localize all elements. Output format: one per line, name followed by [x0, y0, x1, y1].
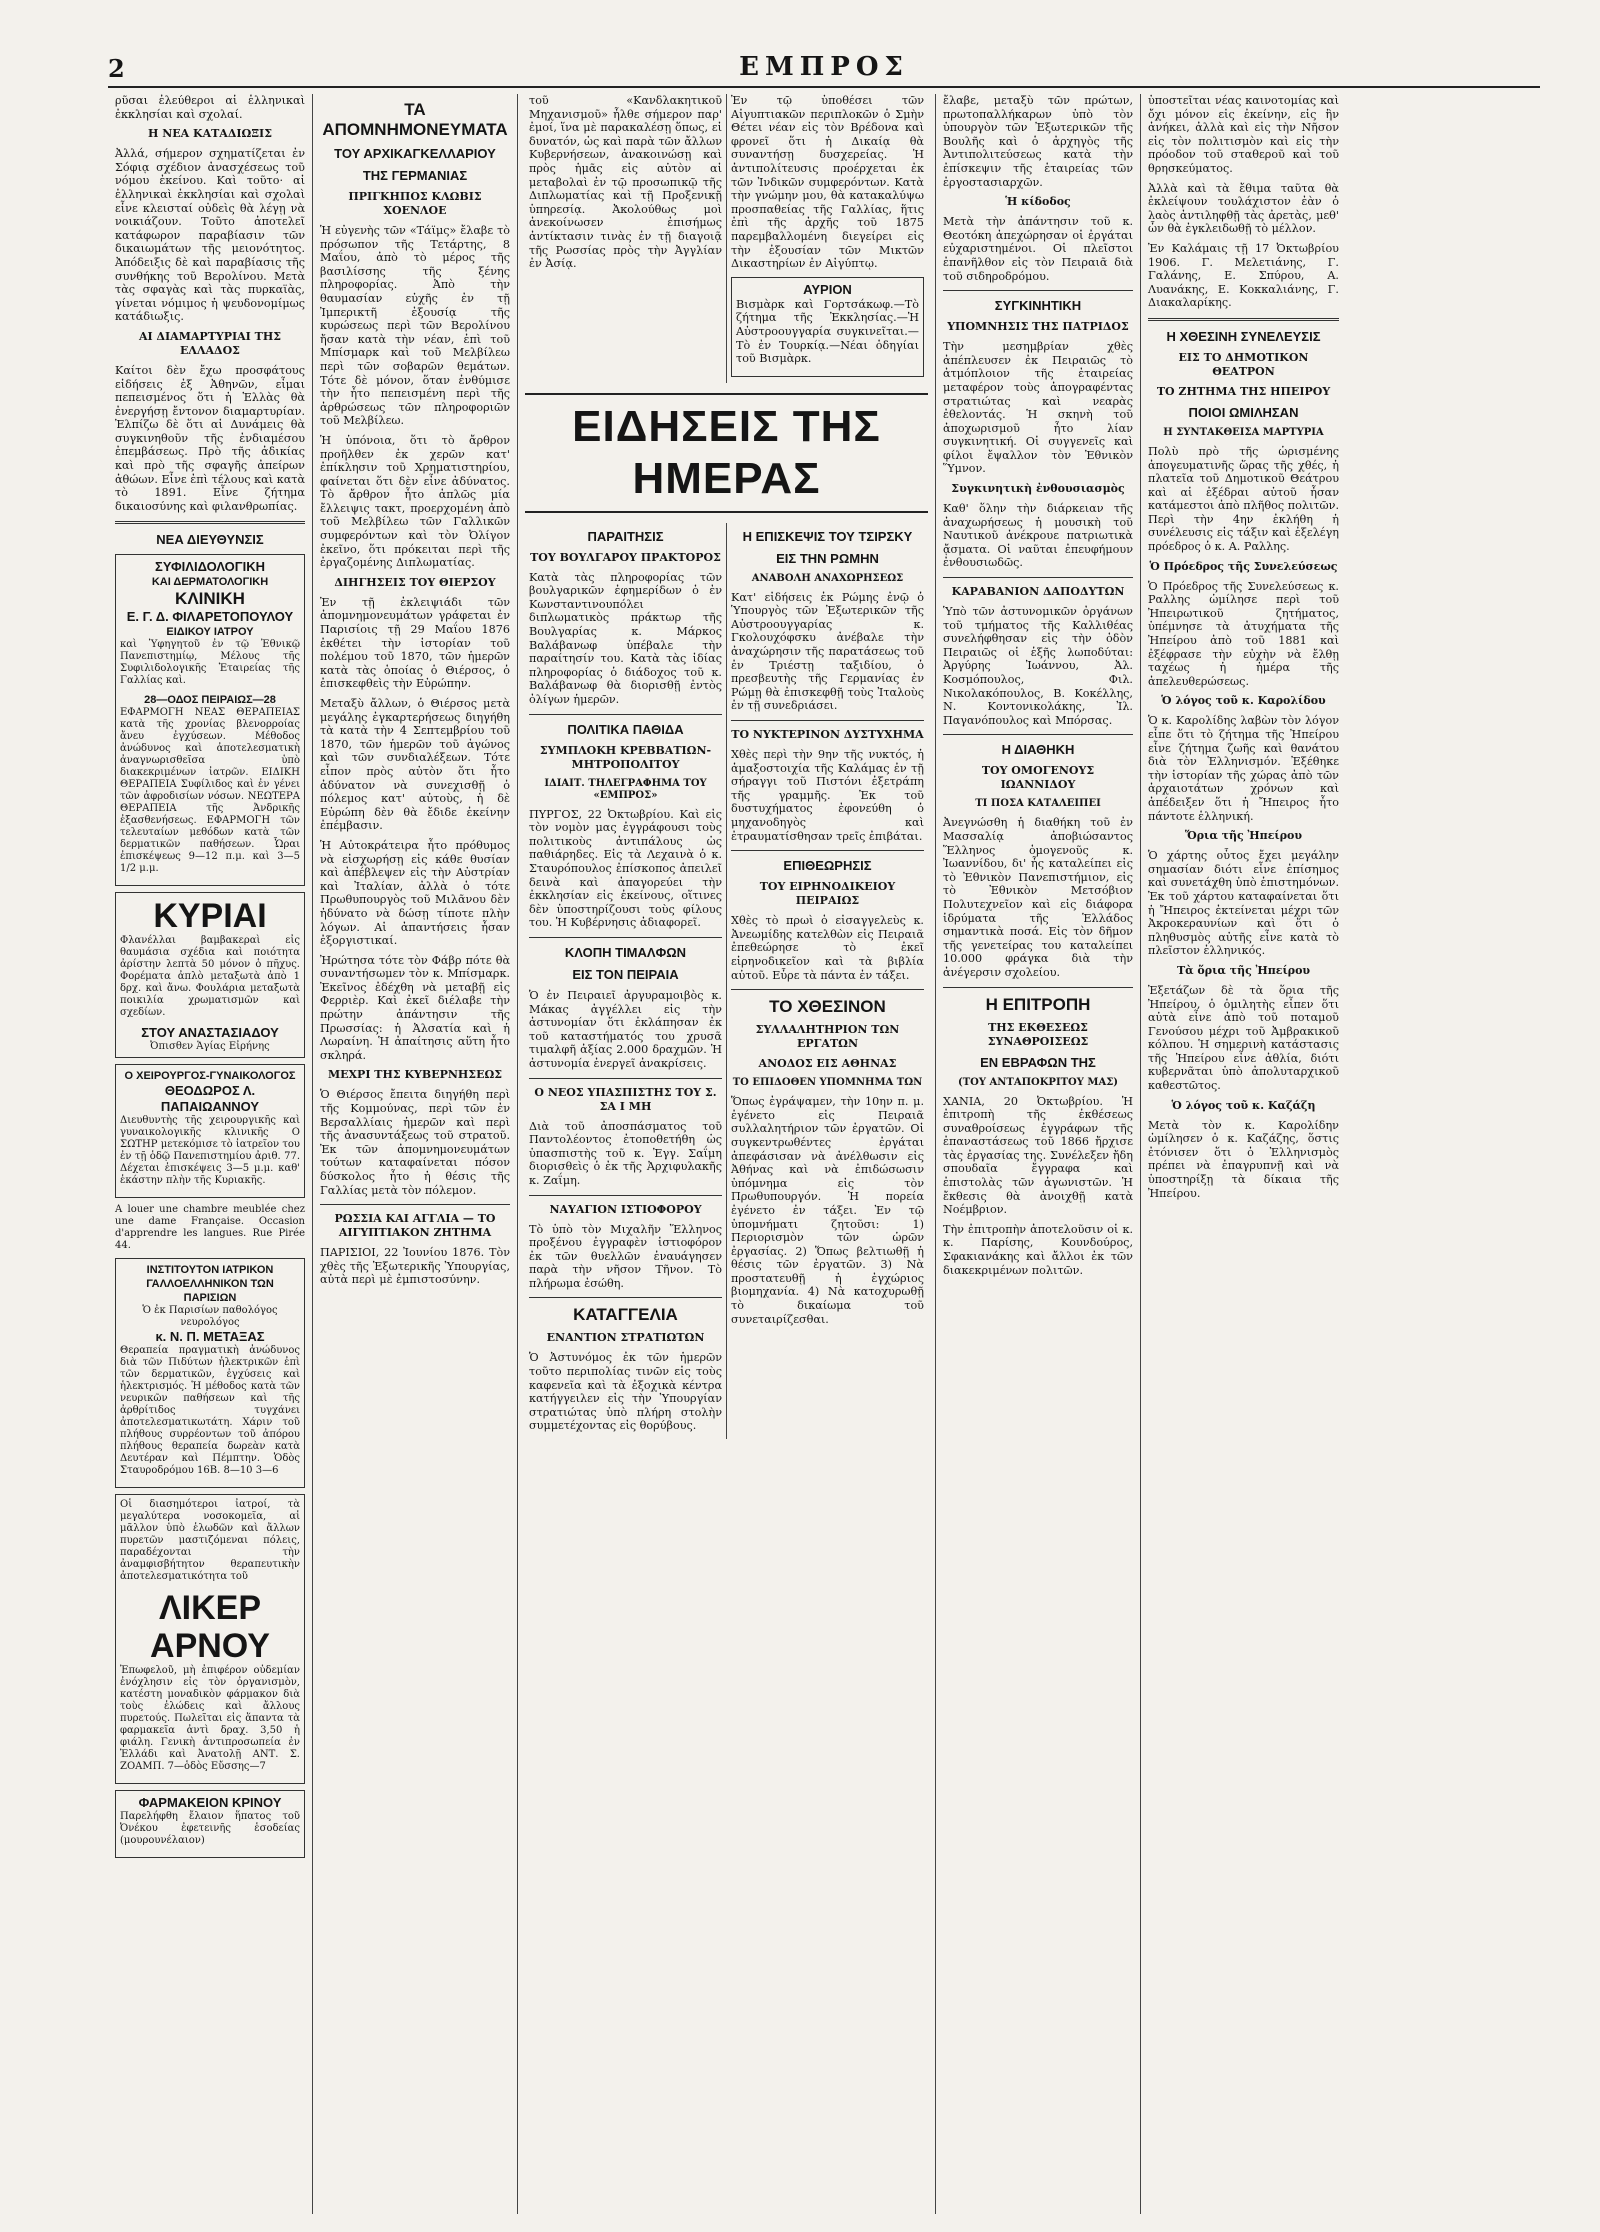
advertisement-pharmacy: [115, 1790, 305, 1858]
article-subtitle: ΤΙ ΠΟΣΑ ΚΑΤΑΛΕΙΠΕΙ: [975, 798, 1101, 810]
top-right-block: [726, 94, 928, 383]
article-text: ΠΑΡΙΣΙΟΙ, 22 Ἰουνίου 1876. Τὸν χθὲς τῆς Ἐξωτερικῆς Ὑπουργίας, αὐτὰ περὶ μὲ ἐμπιστοσύνην.: [320, 1246, 510, 1287]
ad-text: Διευθυντὴς τῆς χειρουργικῆς καὶ γυναικολογικῆς κλινικῆς Ο ΣΩΤΗΡ μετεκόμισε τὸ ἰατρεῖον του ἐν τῇ ὁδῷ Πανεπιστημίου ἀριθ. 77. Δέχεται ἐπισκέψεις 3—5 μ.μ. καθ' ἑκάστην πλὴν τῆς Κυριακῆς.: [120, 1115, 300, 1187]
ad-text: Παρελήφθη ἔλαιον ἥπατος τοῦ Ὀνέκου ἐφετεινῆς ἑσοδείας (μουρουνέλαιον): [120, 1811, 300, 1847]
article-text: Μετὰ τὸν κ. Καρολίδην ὡμίλησεν ὁ κ. Καζάζης, ὅστις ἐτόνισεν ὅτι ὁ Ἑλληνισμὸς πρέπει νὰ ἐπαγρυπνῇ καὶ νὰ ὑποστηρίξῃ τὰ δίκαια τῆς Ἠπείρου.: [1148, 1118, 1339, 1200]
section-heading: Η ΝΕΑ ΚΑΤΑΔΙΩΞΙΣ: [148, 127, 272, 141]
ad-doctor-name: Ε. Γ. Δ. ΦΙΛΑΡΕΤΟΠΟΥΛΟΥ: [126, 609, 294, 625]
ad-text: Ὁ ἐκ Παρισίων παθολόγος νευρολόγος: [142, 1305, 278, 1329]
article-title: ΤΟ ΝΥΚΤΕΡΙΝΟΝ ΔΥΣΤΥΧΗΜΑ: [731, 728, 924, 742]
article-text: Ὑπὸ τῶν ἀστυνομικῶν ὀργάνων τοῦ τμήματος τῆς Καλλιθέας συνελήφθησαν εἰς τὴν ὁδὸν Πειραιῶς οἱ ἑξῆς λωποδύται: Ἀργύρης Ἰωάννου, Ἀλ. Κοσμόπουλος, Φιλ. Νικολακόπουλος, Β. Κοκέλλης, Ν. Κοντονικολάκης, Ἰλ. Παγανόπουλος καὶ Μπόρσας.: [943, 605, 1133, 727]
section-heading: ΡΩΣΣΙΑ ΚΑΙ ΑΓΓΛΙΑ — ΤΟ ΑΙΓΥΠΤΙΑΚΟΝ ΖΗΤΗΜΑ: [334, 1212, 496, 1240]
article-title: ΠΟΛΙΤΙΚΑ ΠΑΘΙΔΑ: [567, 721, 684, 737]
article-subtitle: ΕΝΑΝΤΙΟΝ ΣΤΡΑΤΙΩΤΩΝ: [546, 1331, 705, 1345]
article-text: Ὁ κ. Καρολίδης λαβὼν τὸν λόγον εἶπε ὅτι τὸ ζήτημα τῆς Ἠπείρου εἶνε ζήτημα ζωῆς καὶ θανάτου διὰ τὸν Ἑλληνισμόν. Ἐξέθηκε τὴν ἱστορίαν τῆς χώρας ἀπὸ τῶν ἀρχαιοτάτων χρόνων καὶ ἀπέδειξεν ὅτι ἡ Ἤπειρος ἦτο πάντοτε ἑλληνική.: [1148, 714, 1339, 823]
article-text: Διὰ τοῦ ἀποσπάσματος τοῦ Παντολέοντος ἐτοποθετήθη ὡς ὑπασπιστὴς τοῦ κ. Ἐγγ. Σαΐμη διορισθεὶς ὁ ἐκ τῆς Ἀρχιφυλακῆς κ. Ζαΐμη.: [529, 1119, 722, 1187]
article-title: ΤΟΥ ΑΡΧΙΚΑΓΚΕΛΛΑΡΙΟΥ: [334, 146, 496, 161]
article-text: Πολὺ πρὸ τῆς ὡρισμένης ἀπογευματινῆς ὥρας τῆς χθές, ἡ πλατεῖα τοῦ Δημοτικοῦ Θεάτρου καὶ αἱ ἐξέδραι αὐτοῦ ἦσαν κατάμεστοι ἀπὸ πλῆθος πολιτῶν. Περὶ τὴν 4ην ἐκλήθη ἡ συνέλευσις εἰς τάξιν καὶ ἐξελέγη πρόεδρος ὁ κ. Α. Ραλλης.: [1148, 444, 1339, 554]
section-heading: ΜΕΧΡΙ ΤΗΣ ΚΥΒΕΡΝΗΣΕΩΣ: [327, 1068, 503, 1082]
article-text: Ὁ Ἀστυνόμος ἐκ τῶν ἡμερῶν τοῦτο περιπολίας τινῶν εἰς τοὺς καφενεῖα καὶ τὰ ἐξοχικὰ κέντρα κατήγγειλεν εἰς τὴν Ὑπουργίαν στρατιώτας ὑπὸ πλήρη στολὴν συμμετέχοντας εἰς θορύβους.: [529, 1351, 722, 1433]
ad-text: ΕΦΑΡΜΟΓΗ ΝΕΑΣ ΘΕΡΑΠΕΙΑΣ κατὰ τῆς χρονίας βλενορροίας ἄνευ ἐγχύσεων. Μέθοδος ἀνώδυνος καὶ ἀποτελεσματικὴ ἀναγνωρισθεῖσα ὑπὸ διακεκριμένων ἰατρῶν. ΕΙΔΙΚΗ ΘΕΡΑΠΕΙΑ Συφίλιδος καὶ ἐν γένει τῶν ἀφροδισίων νόσων. ΝΕΩΤΕΡΑ ΘΕΡΑΠΕΙΑ τῆς Ἀνδρικῆς ἐξασθενήσεως. ΕΦΑΡΜΟΓΗ τῶν τελευταίων μεθόδων κατὰ τῶν δερματικῶν παθήσεων. Ὧραι ἐπισκέψεως 9—12 π.μ. καὶ 3—5 1/2 μ.μ.: [120, 707, 300, 875]
article-subtitle: ΕΙΣ ΤΟΝ ΠΕΙΡΑΙΑ: [572, 966, 679, 982]
divider: [943, 987, 1133, 988]
section-heading: Ἡ κίδοδος: [1005, 195, 1071, 209]
ad-doctor-name: ΘΕΟΔΩΡΟΣ Λ. ΠΑΠΑΙΩΑΝΝΟΥ: [160, 1083, 260, 1115]
divider: [320, 1204, 510, 1205]
advertisement-institute: [115, 1258, 305, 1488]
article-title: Η ΔΙΑΘΗΚΗ: [1001, 742, 1075, 758]
article-text: Τὴν ἐπιτροπὴν ἀποτελοῦσιν οἱ κ. κ. Παρίσης, Κουνδούρος, Σφακιανάκης καὶ ἄλλοι ἐκ τῶν διακεκριμένων πολιτῶν.: [943, 1222, 1133, 1277]
article-text: Ὁ Πρόεδρος τῆς Συνελεύσεως κ. Ραλλης ὡμίλησε περὶ τοῦ Ἠπειρωτικοῦ ζητήματος, ὑπέμνησε τὰ ἀτυχήματα τῆς Ἠπείρου ἀπὸ τοῦ 1881 καὶ ἐξέφρασε τὴν εὐχὴν νὰ ἔλθῃ ταχέως ἡ ἡμέρα τῆς ἀπελευθερώσεως.: [1148, 579, 1339, 688]
divider: [529, 714, 722, 715]
tomorrow-text: Βισμὰρκ καὶ Γορτσάκωφ.—Τὸ ζήτημα τῆς Ἐκκλησίας.—Ἡ Αὐστροουγγαρία συγκινεῖται.—Τὸ ἐν Τουρκίᾳ.—Νέαι ὁδηγίαι τοῦ Βισμὰρκ.: [736, 297, 919, 366]
tomorrow-heading: ΑΥΡΙΟΝ: [803, 281, 852, 297]
ad-text: Θεραπεία πραγματικὴ ἀνώδυνος διὰ τῶν Πιδύτων ἠλεκτρικῶν ἐπὶ τῶν δερματικῶν, ἐγχύσεις καὶ ἡλεκτρισμός. Ἡ μέθοδος κατὰ τῶν νευρικῶν παθήσεων καὶ τῆς ἀρθρίτιδος τυγχάνει ἀποτελεσματικωτάτη. Χάριν τοῦ πλήθους συρρέοντων τοῦ ἀπόρου πλήθους θεραπεία δωρεὰν κατὰ Δευτέραν καὶ Πέμπτην. Ὁδὸς Σταυροδρόμου 16Β. 8—10 3—6: [120, 1345, 300, 1477]
article-subtitle: ΣΥΛΛΑΛΗΤΗΡΙΟΝ ΤΩΝ ΕΡΓΑΤΩΝ: [755, 1023, 900, 1051]
ad-text: Ἐπωφελοῦ, μὴ ἐπιφέρον οὐδεμίαν ἐνόχλησιν εἰς τὸν ὀργανισμὸν, κατέστη μοναδικὸν φάρμακον διὰ τοὺς ἑλώδεις καὶ ἄλλους πυρετούς. Πωλεῖται εἰς ἅπαντα τὰ φαρμακεῖα ἀντὶ δραχ. 3,50 ἡ φιάλη. Γενικὴ ἀντιπροσωπεία ἐν Ἑλλάδι καὶ Ἀνατολῇ ΑΝΤ. Σ. ΖΟΑΜΠ. 7—ὁδὸς Εὔσσης—7: [120, 1665, 300, 1773]
masthead: [108, 52, 1540, 88]
article-title: ΠΑΡΑΙΤΗΣΙΣ: [587, 528, 664, 544]
article-subtitle: Η ΣΥΝΤΑΚΘΕΙΣΑ ΜΑΡΤΥΡΙΑ: [1163, 426, 1324, 438]
section-heading: Τὰ ὅρια τῆς Ἠπείρου: [1176, 963, 1311, 977]
ad-title: ΦΑΡΜΑΚΕΙΟΝ ΚΡΙΝΟΥ: [138, 1795, 282, 1811]
section-heading: Ὁ λόγος τοῦ κ. Καζάζη: [1171, 1098, 1316, 1112]
divider: [943, 577, 1133, 578]
ad-title: ΣΥΦΙΛΙΔΟΛΟΓΙΚΗ: [155, 559, 265, 575]
article-title: Η ΕΠΙΤΡΟΠΗ: [985, 994, 1091, 1014]
divider: [731, 720, 924, 721]
article-text: Τὸ ὑπὸ τὸν Μιχαλῆν Ἕλληνος προξένου ἐγγραφὲν ἱστιοφόρον ἐκ τῶν θυελλῶν ἐναυάγησεν παρὰ τὴν νῆσον Τῆνον. Τὸ πλήρωμα ἐσώθη.: [529, 1222, 722, 1290]
article-text: Κατ' εἰδήσεις ἐκ Ρώμης ἐνῷ ὁ Ὑπουργὸς τῶν Ἐξωτερικῶν τῆς Αὐστροουγγαρίας κ. Γκολουχόφσκυ ἀνέβαλε τὴν ἀναχώρησιν τῆς παρατάσεως τοῦ ἐν Τριέστῃ ταξιδίου, ὁ πρεσβευτὴς τῆς Γερμανίας ἐν Ρώμῃ θὰ ἐπισκεφθῇ τοὺς Ἰταλοὺς ἐν τῇ συνεδριάσει.: [731, 590, 924, 713]
article-text: Ὁ ἐν Πειραιεῖ ἀργυραμοιβὸς κ. Μάκας ἀγγέλλει εἰς τὴν ἀστυνομίαν ὅτι ἐκλάπησαν ἐκ τοῦ καταστήματός του χρυσᾶ τιμαλφῆ ἀξίας 2.000 δραχμῶν. Ἡ ἀστυνομία ἐνεργεῖ ἀνακρίσεις.: [529, 988, 722, 1070]
section-heading: Ὁ λόγος τοῦ κ. Καρολίδου: [1161, 694, 1326, 708]
section-heading: Ὁ Πρόεδρος τῆς Συνελεύσεως: [1149, 559, 1338, 573]
article-title: ΚΛΟΠΗ ΤΙΜΑΛΦΩΝ: [564, 944, 687, 960]
ad-store-name: ΣΤΟΥ ΑΝΑΣΤΑΣΙΑΔΟΥ: [141, 1025, 279, 1041]
article-text: ὑποστεῖται νέας καινοτομίας καὶ ὄχι μόνον εἰς ἐκείνην, εἰς ἣν ἀνήκει, ἀλλὰ καὶ εἰς τὴν Νῆσον εἰς τὸν πολιτισμὸν καὶ εἰς τὴν πρόοδον τοῦ σταθεροῦ καὶ τοῦ θρησκεύματος.: [1148, 94, 1339, 175]
news-right: [726, 523, 928, 1439]
article-text: ΧΑΝΙΑ, 20 Ὀκτωβρίου. Ἡ ἐπιτροπὴ τῆς ἐκθέσεως συναθροίσεως ἐγγράφων τῆς ἐπαναστάσεως τοῦ 1866 ἤρχισε τὰς ἐργασίας της. Συνέλεξεν ἤδη σπουδαῖα ἔγγραφα καὶ ἐπιστολὰς τῶν ἀγωνιστῶν. Ἡ ἔκθεσις θὰ ἀνοιχθῇ κατὰ Νοέμβριον.: [943, 1094, 1133, 1217]
article-title: ΝΑΥΑΓΙΟΝ ΙΣΤΙΟΦΟΡΟΥ: [549, 1202, 702, 1216]
tomorrow-box: [731, 277, 924, 377]
article-text: Καθ' ὅλην τὴν διάρκειαν τῆς ἀναχωρήσεως ἡ μουσικὴ τοῦ Ναυτικοῦ ἀνέκρουε πατριωτικὰ ᾄσματα. Οἱ ναῦται ἐπευφήμουν ἐνθουσιωδῶς.: [943, 502, 1133, 570]
article-subtitle: ΕΙΣ ΤΟ ΔΗΜΟΤΙΚΟΝ ΘΕΑΤΡΟΝ: [1178, 350, 1309, 378]
divider: [529, 937, 722, 938]
divider: [529, 1078, 722, 1079]
ad-text: Οἱ διασημότεροι ἰατροί, τὰ μεγαλύτερα νοσοκομεῖα, αἱ μᾶλλον ὑπὸ ἑλωδῶν καὶ ἄλλων πυρετῶν μαστιζόμεναι πόλεις, παραδέχονται τὴν ἀναμφισβήτητον θεραπευτικὴν ἀποτελεσματικότητα τοῦ: [120, 1499, 300, 1583]
article-text: τοῦ «Κανδλακητικοῦ Μηχανισμοῦ» ἦλθε σήμερον παρ' ἐμοί, ἵνα μὲ παρακαλέσῃ ὅπως, εἰ δυνατόν, ὡς καὶ παρὰ τῶν ἄλλων Κυβερνήσεων, ἀνακοινώσῃ καὶ πρὸς ἡμᾶς εἰς αὐτὸν αἱ μεταβολαὶ ἐν τῷ προσωπικῷ τῆς Διπλωματίας καὶ τῇ Προξενικῇ ὑπηρεσίᾳ. Ἀκολούθως μοὶ ἀνεκοίνωσεν ἐπισήμως ἀντίκτασιν τινὰς ἐν τῇ διαγοιᾷ τῆς Ρωσσίας πρὸς τὴν Ἀγγλίαν ἐν Ἀσίᾳ.: [529, 94, 722, 271]
ad-title: ΙΝΣΤΙΤΟΥΤΟΝ ΙΑΤΡΙΚΟΝ: [146, 1264, 274, 1277]
article-text: Ἡ εὐγενὴς τῶν «Τάϊμς» ἔλαβε τὸ πρόσωπον τῆς Τετάρτης, 8 Μαΐου, ἀπὸ τὸ μέρος τῆς βασιλίσσης τῆς ξένης πληροφορίας. Ἀπὸ τὴν θαυμασίαν εὐχῆς ἐν τῇ Ἰμπερικτῆ ἐξουσίᾳ τῆς κυρώσεως περὶ τῶν Βερολίνου ἤσαν κατὰ τὴν νέαν, ἐπὶ τοῦ Μπίσμαρκ καὶ τοῦ Μελβίλεω περὶ τῶν σοβαρῶν θεμάτων. Τότε δὲ μόνον, ὅταν ἐνθύμισε τὴν ἦτο πεπεισμένη περὶ τῆς ἀρθρώσεως τῶν πληροφοριῶν τοῦ Μελβίλεω.: [320, 224, 510, 428]
ad-subtitle: ΚΑΙ ΔΕΡΜΑΤΟΛΟΓΙΚΗ: [151, 576, 269, 589]
article-byline: ΙΔΙΑΙΤ. ΤΗΛΕΓΡΑΦΗΜΑ ΤΟΥ «ΕΜΠΡΟΣ»: [544, 777, 707, 801]
top-left-block: [525, 94, 726, 383]
article-title: ΚΑΤΑΓΓΕΛΙΑ: [573, 1305, 678, 1325]
article-title: Η ΕΠΙΣΚΕΨΙΣ ΤΟΥ ΤΣΙΡΣΚΥ: [742, 528, 913, 544]
column-6: [1141, 94, 1346, 2214]
divider: [731, 989, 924, 990]
article-subtitle: ΤΟΥ ΕΙΡΗΝΟΔΙΚΕΙΟΥ ΠΕΙΡΑΙΩΣ: [759, 880, 896, 908]
ad-text: καὶ Ὑφηγητοῦ ἐν τῷ Ἐθνικῷ Πανεπιστημίῳ, Μέλους τῆς Συφιλιδολογικῆς Ἑταιρείας τῆς Γαλλίας καὶ.: [120, 639, 300, 687]
column-5: [936, 94, 1141, 2214]
article-text: Ὁ Θιέρσος ἔπειτα διηγήθη περὶ τῆς Κομμούνας, περὶ τῶν ἐν Βερσαλλίαις ἡμερῶν καὶ περὶ τῆς ἀνασυντάξεως τοῦ στρατοῦ. Ἐκ τῶν ἀπομνημονευμάτων τούτων καταφαίνεται πόσον δύσκολος ἦτο ἡ θέσις τῆς Γαλλίας μετὰ τὸν πόλεμον.: [320, 1088, 510, 1197]
ad-doctor-name: κ. Ν. Π. ΜΕΤΑΞΑΣ: [155, 1329, 265, 1345]
ad-address: 28—ΟΔΟΣ ΠΕΙΡΑΙΩΣ—28: [144, 694, 276, 707]
ad-text: Φλανέλλαι βαμβακεραὶ εἰς θαυμάσια σχέδια καὶ ποιότητα ἀρίστην λεπτὰ 50 μόνον ὁ πῆχυς. Φορέματα ἀπλὸ μεταξωτὰ ἀπὸ 1 δρχ. καὶ ἄνω. Φουλάρια μεταξωτὰ ποικιλία χρωματισμῶν καὶ σχεδίων.: [120, 935, 300, 1019]
article-text: Μεταξὺ ἄλλων, ὁ Θιέρσος μετὰ μεγάλης ἐγκαρτερήσεως διηγήθη τὰ κατὰ τὴν 4 Σεπτεμβρίου τοῦ 1870, τῶν ἡμερῶν τοῦ ἀγώνος καὶ τῶν συνδιαλέξεων. Τότε εἶπον πρὸς αὐτὸν ὅτι ἦτο ἀδύνατον νὰ συνεχισθῇ ὁ πόλεμος κατ' αὐτοὺς, ἡ δὲ Εὐρώπη δὲν θὰ ἔδιδε ἐκείνην ἐπέμβασιν.: [320, 697, 510, 833]
section-heading: ΑΙ ΔΙΑΜΑΡΤΥΡΙΑΙ ΤΗΣ ΕΛΛΑΔΟΣ: [138, 329, 282, 357]
article-text: Ἐν Καλάμαις τῇ 17 Ὀκτωβρίου 1906. Γ. Μελετιάνης, Γ. Γαλάνης, Ε. Σπύρου, Α. Λυανάκης, Ε. Κοκκαλιάνης, Γ. Διακαλαρίκης.: [1148, 241, 1339, 310]
article-text: Καίτοι δὲν ἔχω προσφάτους εἰδήσεις ἐξ Ἀθηνῶν, εἶμαι πεπεισμένος ὅτι ἡ Ἑλλὰς θὰ ἐνεργήσῃ ἔντονον διαμαρτυρίαν. Ἐλπίζω δὲ ὅτι αἱ Δυνάμεις θὰ συγκινηθοῦν τῆς ἐνδιαμέσου ἐπεμβάσεως. Πρὸ τῆς ἀδικίας καὶ πρὸ τῆς σφαγῆς ἀπείρων ἀθώων. Εἶνε ἐπὶ τέλους καὶ κατὰ τὸ 1891. Εἶνε ζήτημα δικαιοσύνης καὶ φιλανθρωπίας.: [115, 363, 305, 513]
ad-title: ΚΥΡΙΑΙ: [153, 897, 267, 936]
article-text: Ἐξετάζων δὲ τὰ ὅρια τῆς Ἠπείρου, ὁ ὁμιλητὴς εἶπεν ὅτι αὐτὰ εἶνε ἀπὸ τοῦ ποταμοῦ Γενούσου μέχρι τοῦ Ἀμβρακικοῦ κόλπου. Ἡ σημερινὴ κατάστασις τῆς Ἠπείρου εἶνε ἀθλία, διότι κυβερνᾶται ὑπὸ ἀπολυταρχικοῦ καθεστῶτος.: [1148, 983, 1339, 1093]
article-title: ΕΙΣ ΤΗΝ ΡΩΜΗΝ: [776, 550, 879, 566]
top-split: [525, 94, 928, 383]
article-text: Ἡ ὑπόνοια, ὅτι τὸ ἄρθρον προῆλθεν ἐκ χερῶν κατ' ἐπίκλησιν τοῦ Χρηματιστηρίου, φαίνεται ὅτι δὲν εἶνε ἀδύνατος. Τὸ ἄρθρον ἦτο ἁπλῶς μία ἔλλειψις τακτ, προερχομένη ἀπὸ τοῦ Μελβίλεω τῶν Γαλλικῶν συμφερόντων καὶ τὸν Ὀλίγον ἐκεῖνο, ὅτι πρόκειται περὶ τῆς ἐργαζομένης Διπλωματίας.: [320, 433, 510, 570]
article-title: ΚΑΡΑΒΑΝΙΟΝ ΔΑΠΟΔΥΤΩΝ: [951, 585, 1125, 599]
article-text: Χθὲς περὶ τὴν 9ην τῆς νυκτός, ἡ ἁμαξοστοιχία τῆς Καλάμας ἐν τῇ σήραγγι τοῦ Πιστόνι ἐξετράπη τῆς γραμμῆς. Ἐκ τοῦ δυστυχήματος ἐφονεύθη ὁ μηχανοδηγὸς καὶ ἐτραυματίσθησαν τρεῖς ἐπιβάται.: [731, 748, 924, 843]
article-text: ΠΥΡΓΟΣ, 22 Ὀκτωβρίου. Καὶ εἰς τὸν νομὸν μας ἐγγράφουσι τοὺς πολιτικοὺς ἀντιπάλους ὡς παθιάρηδες. Εἰς τὰ Λεχαινὰ ὁ κ. Σταυρόπουλος ἐπίσκοπος ἀπειλεῖ δεινὰ καὶ ἀπαγορεύει τὴν ἐκκλησίαν εἰς ἐκείνους, οἵτινες δὲν ὑποστηρίζουσι τοὺς φίλους του. Ἡ Κυβέρνησις ἀδιαφορεῖ.: [529, 807, 722, 930]
news-left: [525, 523, 726, 1439]
article-subtitle: ΑΝΟΔΟΣ ΕΙΣ ΑΘΗΝΑΣ: [758, 1057, 897, 1071]
article-title: ΣΥΓΚΙΝΗΤΙΚΗ: [994, 298, 1082, 314]
article-text: Ὁ χάρτης οὗτος ἔχει μεγάλην σημασίαν διότι εἶνε ἐπίσημος καὶ συνετάχθη ὑπὸ ἐπιστημόνων. Ἐκ τοῦ χάρτου καταφαίνεται ὅτι ἡ Ἤπειρος ἐκτείνεται μέχρι τῶν Ἀκροκεραυνίων καὶ ὅτι ὁ πληθυσμὸς αὐτῆς εἶνε κατὰ τὸ πλεῖστον ἑλληνικός.: [1148, 849, 1339, 958]
columns: [108, 94, 1540, 2214]
news-of-the-day-banner: ΕΙΔΗΣΕΙΣ ΤΗΣ ΗΜΕΡΑΣ: [525, 393, 928, 513]
article-title: ΤΑ ΑΠΟΜΝΗΜΟΝΕΥΜΑΤΑ: [322, 100, 508, 139]
column-3-4: [518, 94, 936, 2214]
article-subtitle: ΠΡΙΓΚΗΠΟΣ ΚΛΩΒΙΣ ΧΟΕΝΛΟΕ: [348, 190, 482, 217]
article-subtitle: ΤΟΥ ΟΜΟΓΕΝΟΥΣ ΙΩΑΝΝΙΔΟΥ: [981, 764, 1095, 792]
article-subtitle: ΠΟΙΟΙ ΩΜΙΛΗΣΑΝ: [1188, 404, 1299, 420]
ad-title: Ο ΧΕΙΡΟΥΡΓΟΣ-ΓΥΝΑΙΚΟΛΟΓΟΣ: [124, 1070, 296, 1083]
article-text: Ἐν τῷ ὑποθέσει τῶν Αἰγυπτιακῶν περιπλοκῶν ὁ Σμὴν Θέτει νέαν εἰς τὸν Βρέδονα καὶ φρονεῖ ὅτι ἡ Δικαίᾳ θὰ συναντήσῃ δυσχερείας. Ἡ ἀντιπολίτευσις προέρχεται ἐκ τῶν Ἰνδικῶν συμφερόντων. Κατὰ τὴν γνώμην μου, θὰ κατακαλύψω προσπαθείας τῆς Γαλλίας, ἥτις ἐπὶ τῆς ἀρχῆς τοῦ 1875 παρεμβαλλομένη διεγείρει εἰς τὴν ἐξουσίαν τῶν Μικτῶν Δικαστηρίων ἐν Αἰγύπτῳ.: [731, 94, 924, 271]
article-subtitle: ΤΟ ΖΗΤΗΜΑ ΤΗΣ ΗΠΕΙΡΟΥ: [1156, 384, 1331, 398]
ad-address: Ὀπισθεν Ἁγίας Εἰρήνης: [150, 1041, 270, 1053]
advertisement-ladies: [115, 892, 305, 1058]
ad-heading: ΝΕΑ ΔΙΕΥΘΥΝΣΙΣ: [156, 532, 264, 548]
article-text: Ἠρώτησα τότε τὸν Φάβρ πότε θὰ συναντήσωμεν τὸν κ. Μπίσμαρκ. Ἐκεῖνος ἐδέχθη νὰ μεταβῇ εἰς Φερριὲρ. Καὶ ἐκεῖ διέλαβε τὴν πρώτην ἀπάντησιν τῆς Πρωσσίας: ἡ Ἀλσατία καὶ ἡ Λωραίνη. Ἡ ἀπαίτησις αὕτη ἦτο σκληρά.: [320, 953, 510, 1062]
advertisement-surgeon: [115, 1064, 305, 1198]
article-text: Τὴν μεσημβρίαν χθὲς ἀπέπλευσεν ἐκ Πειραιῶς τὸ ἀτμόπλοιον τῆς ἐταιρείας μεταφέρον τοὺς ἀπογραφέντας στρατιώτας καὶ νεαρὰς ἐθελοντάς. Ἡ σκηνὴ τοῦ ἀποχωρισμοῦ ἦτο λίαν συγκινητική. Οἱ συγγενεῖς καὶ φίλοι ἔψαλλον τὸν Ἐθνικὸν Ὕμνον.: [943, 340, 1133, 476]
page-number: 2: [108, 54, 125, 83]
ad-product-name: ΑΡΝΟΥ: [150, 1627, 270, 1666]
ad-text-french: A louer une chambre meublée chez une dame Française. Occasion d'apprendre les langues. Rue Pirée 44.: [115, 1204, 305, 1252]
divider: [115, 521, 305, 524]
article-text: Ἀνεγνώσθη ἡ διαθήκη τοῦ ἐν Μασσαλίᾳ ἀποβιώσαντος Ἕλληνος ὁμογενοῦς κ. Ἰωαννίδου, δι' ἧς καταλείπει εἰς τὸ Ἐθνικὸν Πανεπιστήμιον, εἰς τὸ Ἐθνικὸν Μετσόβιον Πολυτεχνεῖον καὶ εἰς διάφορα ἱδρύματα τῆς Ἑλλάδος σημαντικὰ ποσά. Εἰς τὸν δῆμον τῆς γενετείρας του καταλείπει 10.000 φράγκα διὰ τὴν ἀνέγερσιν σχολείου.: [943, 816, 1133, 979]
article-text: Χθὲς τὸ πρωὶ ὁ εἰσαγγελεὺς κ. Ἀνεωμίδης κατελθὼν εἰς Πειραιᾶ ἐπεθεώρησε τὸ ἐκεῖ εἰρηνοδικεῖον καὶ τὰ βιβλία αὐτοῦ. Εὗρε τὰ πάντα ἐν τάξει.: [731, 914, 924, 982]
article-subtitle: ΣΥΜΠΛΟΚΗ ΚΡΕΒΒΑΤΙΩΝ-ΜΗΤΡΟΠΟΛΙΤΟΥ: [539, 743, 712, 771]
divider: [529, 1297, 722, 1298]
article-subtitle: ΤΗΣ ΕΚΘΕΣΕΩΣ ΣΥΝΑΘΡΟΙΣΕΩΣ: [987, 1020, 1089, 1048]
divider: [731, 850, 924, 851]
article-title: ΤΟ ΧΘΕΣΙΝΟΝ: [769, 997, 886, 1017]
article-title: Η ΧΘΕΣΙΝΗ ΣΥΝΕΛΕΥΣΙΣ: [1166, 328, 1321, 344]
article-subtitle: ΤΟ ΕΠΙΔΟΘΕΝ ΥΠΟΜΝΗΜΑ ΤΩΝ: [732, 1077, 923, 1089]
divider: [529, 1195, 722, 1196]
article-subtitle: ΑΝΑΒΟΛΗ ΑΝΑΧΩΡΗΣΕΩΣ: [751, 572, 904, 584]
newspaper-title: ΕΜΠΡΟΣ: [739, 52, 909, 82]
column-1: [108, 94, 313, 2214]
article-text: Ἀλλά, σήμερον σχηματίζεται ἐν Σόφιᾳ σχέδιον ἀνασχέσεως τοῦ νόμου ἐκείνου. Καὶ τοῦτο· αἱ ἑλληνικαὶ ἐκκλησίαι καὶ σχολαὶ εἶνε κλεισταί οὐδεὶς θὰ λέγῃ νὰ νοικιάζουν. Τοῦτο ἀποτελεῖ κατάφωρον παραβίασιν τῶν δικαιωμάτων τῆς μειονότητος. Ἀπόδειξις δὲ καὶ παραβίασις τῆς συνθήκης τοῦ Βερολίνου. Μετὰ τὰς σφαγὰς καὶ τὰς πυρκαϊὰς, γίνεται νόμιμος ἡ ψευδονομίμως κατάδιωξις.: [115, 147, 305, 324]
advertisement-clinic: [115, 554, 305, 886]
article-text: Ὅπως ἐγράψαμεν, τὴν 10ην π. μ. ἐγένετο εἰς Πειραιᾶ συλλαλητήριον τῶν ἐργατῶν. Οἱ συγκεντρωθέντες ἐργάται ἀπεφάσισαν νὰ ἀνέλθωσιν εἰς Ἀθήνας καὶ νὰ ἐπιδώσωσιν ὑπόμνημα εἰς τὸν Πρωθυπουργόν. Ἡ πορεία ἐγένετο ἐν τάξει. Ἐν τῷ ὑπομνήματι ζητοῦσι: 1) Περιορισμὸν τῶν ὡρῶν ἐργασίας. 2) Ὅπως βελτιωθῇ ἡ θέσις τῶν ἐργατῶν. 3) Νὰ προστατευθῇ ἡ ἐγχώριος βιομηχανία. 4) Νὰ κατοχυρωθῇ τὸ δικαίωμα τοῦ συνεταιρίζεσθαι.: [731, 1095, 924, 1326]
divider: [943, 290, 1133, 291]
ad-subtitle: ΓΑΛΛΟΕΛΛΗΝΙΚΟΝ ΤΩΝ ΠΑΡΙΣΙΩΝ: [146, 1278, 274, 1305]
article-text: Ἐν τῇ ἐκλειψιάδι τῶν ἀπομνημονευμάτων γράφεται ἐν Παρισίοις τῇ 29 Μαΐου 1876 ἐκθέτει τὴν ἱστορίαν τοῦ πολέμου τοῦ 1870, τῶν ἡμερῶν κατὰ τὰς ὁποίας ὁ Θιέρσος, ὁ ἐπισκεφθεὶς τὴν Εὐρώπην.: [320, 595, 510, 691]
ad-product-name: ΛΙΚΕΡ: [158, 1589, 262, 1628]
divider: [1148, 318, 1339, 321]
article-text: Ἀλλὰ καὶ τὰ ἔθιμα ταῦτα θὰ ἐκλείψουν τουλάχιστον ἐὰν ὁ λαὸς ἀντιληφθῇ τὰς ἀρετὰς, μεθ' ὧν θὰ ἐγκλειδωθῇ τὸ μέλλον.: [1148, 181, 1339, 236]
ad-title: ΚΛΙΝΙΚΗ: [175, 589, 245, 609]
ad-subtitle: ΕΙΔΙΚΟΥ ΙΑΤΡΟΥ: [166, 626, 254, 639]
column-2: [313, 94, 518, 2214]
section-heading: Ὅρια τῆς Ἠπείρου: [1184, 829, 1303, 843]
divider: [943, 734, 1133, 735]
article-title: ΤΗΣ ΓΕΡΜΑΝΙΑΣ: [362, 168, 468, 183]
article-byline: (ΤΟΥ ΑΝΤΑΠΟΚΡΙΤΟΥ ΜΑΣ): [957, 1076, 1119, 1088]
article-text: ἔλαβε, μεταξὺ τῶν πρώτων, πρωτοπαλλήκαρων ὑπὸ τὸν ὑπουργὸν τῶν Ἐξωτερικῶν τῆς Βουλῆς καὶ ὁ ἀρχηγὸς τῆς Ἀντιπολιτεύσεως κατὰ τὴν ἐπίσκεψιν τῆς ἑταιρείας τῶν ἐργοστασιαρχῶν.: [943, 94, 1133, 189]
news-split: [525, 523, 928, 1439]
section-heading: Συγκινητικὴ ἐνθουσιασμὸς: [951, 482, 1125, 496]
article-title: ΕΠΙΘΕΩΡΗΣΙΣ: [783, 858, 872, 874]
section-heading: ΔΙΗΓΗΣΕΙΣ ΤΟΥ ΘΙΕΡΣΟΥ: [334, 575, 496, 589]
article-subtitle: ΤΟΥ ΒΟΥΛΓΑΡΟΥ ΠΡΑΚΤΟΡΟΣ: [530, 550, 721, 564]
article-subtitle: ΥΠΟΜΝΗΣΙΣ ΤΗΣ ΠΑΤΡΙΔΟΣ: [947, 320, 1129, 334]
article-text: Κατὰ τὰς πληροφορίας τῶν βουλγαρικῶν ἐφημερίδων ὁ ἐν Κωνσταντινουπόλει διπλωματικὸς πράκτωρ τῆς Βουλγαρίας κ. Μάρκος Βαλάβανωφ ὑπέβαλε τὴν παραίτησίν του. Κατὰ τὰς ἰδίας πληροφορίας ὁ διάδοχος τοῦ κ. Βαλάβανωφ θὰ διορισθῇ ἐντὸς ὀλίγων ἡμερῶν.: [529, 570, 722, 707]
article-subtitle: ΕΝ ΕΒΡΑΦΩΝ ΤΗΣ: [980, 1054, 1096, 1070]
article-text: ρῦσαι ἐλεύθεροι αἱ ἑλληνικαὶ ἐκκλησίαι καὶ σχολαί.: [115, 94, 305, 121]
article-title: Ο ΝΕΟΣ ΥΠΑΣΠΙΣΤΗΣ ΤΟΥ Σ. ΣΑ Ι ΜΗ: [534, 1085, 717, 1113]
advertisement-liqueur: [115, 1494, 305, 1784]
article-text: Μετὰ τὴν ἀπάντησιν τοῦ κ. Θεοτόκη ἀπεχώρησαν οἱ ἐργάται εὐχαριστημένοι. Οἱ πλεῖστοι ἐπανῆλθον εἰς τὸν Πειραιᾶ διὰ τοῦ σιδηροδρόμου.: [943, 215, 1133, 283]
article-text: Ἡ Αὐτοκράτειρα ἦτο πρόθυμος νὰ εἰσχωρήσῃ εἰς κάθε θυσίαν καὶ ἀπέβλεψεν εἰς τὴν Αὐστρίαν καὶ Ἰταλίαν, ἀλλὰ ὁ τότε Πρωθυπουργὸς τοῦ Μιλᾶνου δὲν ἠδύνατο νὰ δώσῃ τίποτε πλὴν λόγων. Αἱ ἀπαντήσεις ἦσαν ἐξοργιστικαί.: [320, 838, 510, 948]
